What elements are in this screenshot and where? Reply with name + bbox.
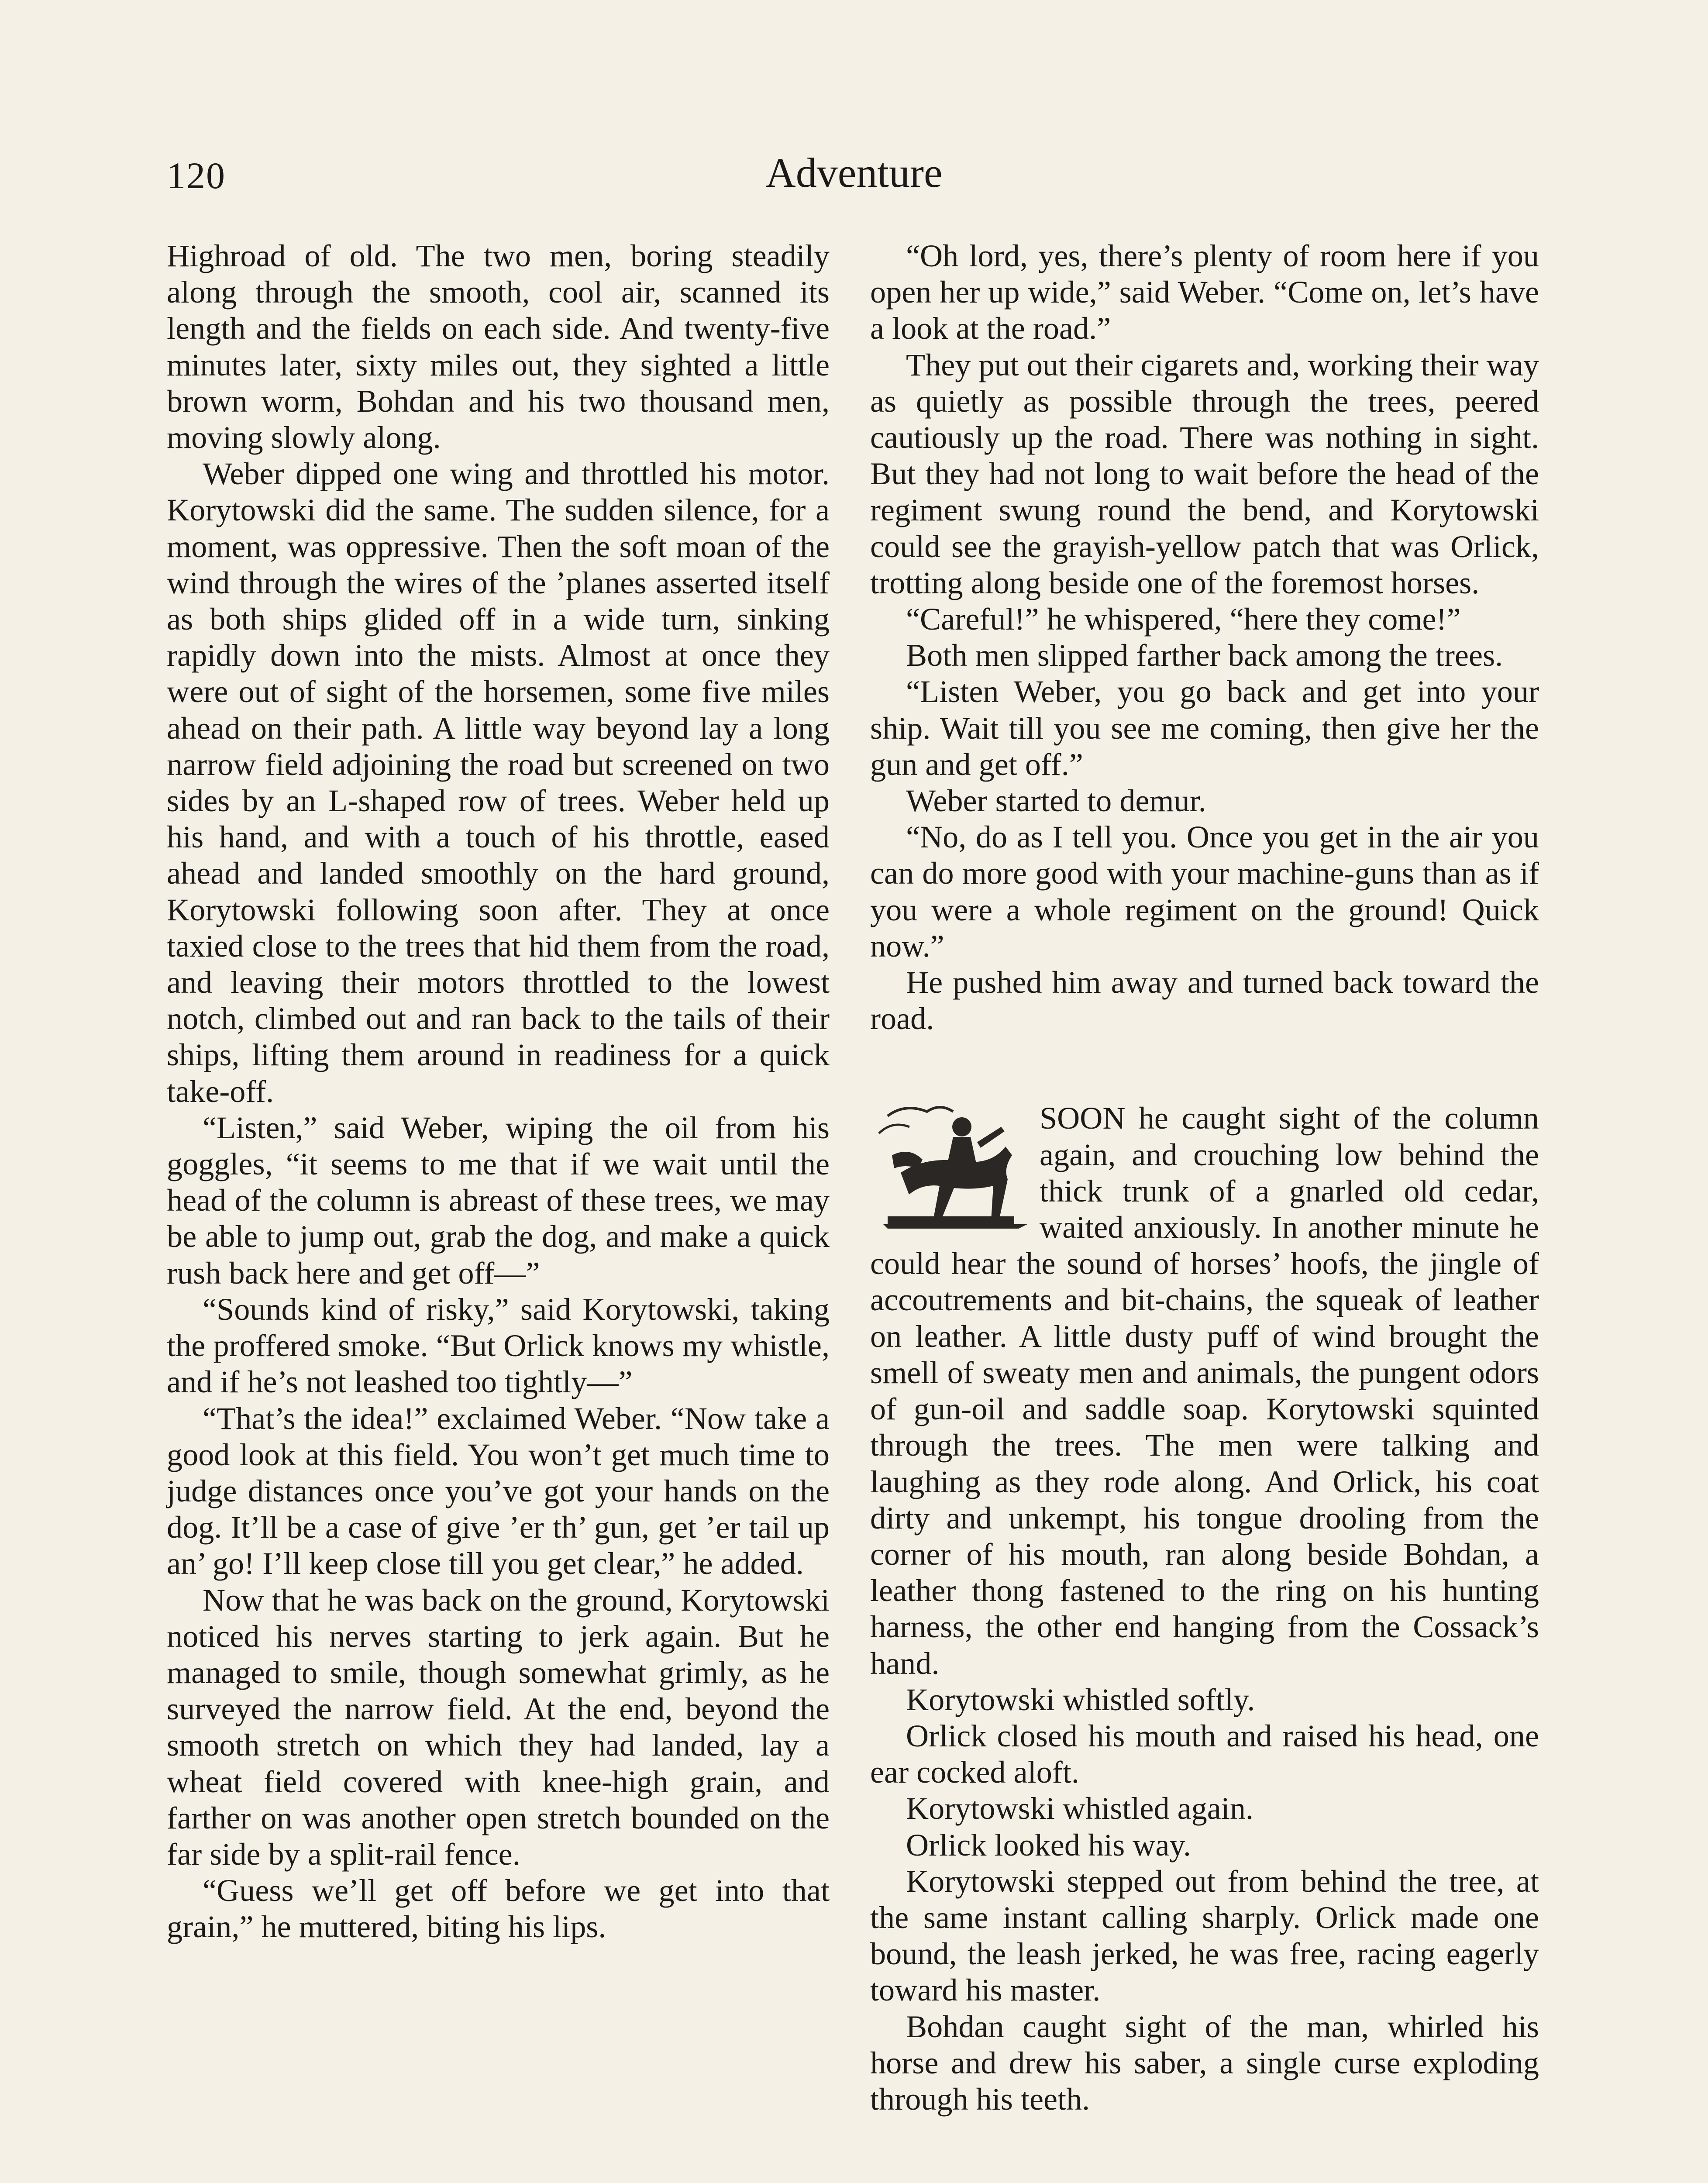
- paragraph: He pushed him away and turned back toward the road.: [870, 965, 1539, 1036]
- paragraph: Korytowski whistled softly.: [906, 1682, 1255, 1717]
- paragraph: Now that he was back on the ground, Korytowski noticed his nerves starting to jerk again. But he managed to smile, though somewhat grimly, as he surveyed the narrow field. At the end, beyond the smooth stretch on which they had landed, lay a wheat field covered with knee-high grain, and farther on was another open stretch bounded on the far side by a split-rail fence.: [167, 1582, 830, 1872]
- section-break: [870, 1037, 1539, 1100]
- paragraph: Korytowski stepped out from behind the tree, at the same instant calling sharply. Orlick made one bound, the leash jerked, he was free, racing eagerly toward his master.: [870, 1863, 1539, 2008]
- paragraph: “That’s the idea!” exclaimed Weber. “Now take a good look at this field. You won’t get much time to judge distances once you’ve got your hands on the dog. It’ll be a case of give ’er th’ gun, get ’er tail up an’ go! I’ll keep close till you get clear,” he added.: [167, 1401, 830, 1581]
- running-title: Adventure: [765, 149, 943, 196]
- paragraph: Orlick closed his mouth and raised his head, one ear cocked aloft.: [870, 1718, 1539, 1790]
- paragraph: Weber started to demur.: [906, 783, 1206, 819]
- paragraph: “Careful!” he whispered, “here they come!”: [906, 602, 1461, 637]
- paragraph: Korytowski whistled again.: [906, 1791, 1253, 1826]
- cossack-horsemen-vignette-icon: [875, 1103, 1027, 1229]
- paragraph: Weber dipped one wing and throttled his motor. Korytowski did the same. The sudden silence, for a moment, was oppressive. Then the soft moan of the wind through the wires of the ’planes asserted itself as both ships glided off in a wide turn, sinking rapidly down into the mists. Almost at once they were out of sight of the horsemen, some five miles ahead on their path. A little way beyond lay a long narrow field adjoining the road but screened on two sides by an L-shaped row of trees. Weber held up his hand, and with a touch of his throttle, eased ahead and landed smoothly on the hard ground, Korytowski following soon after. They at once taxied close to the trees that hid them from the road, and leaving their motors throttled to the lowest notch, climbed out and ran back to the tails of their ships, lifting them around in readiness for a quick take-off.: [167, 456, 830, 1109]
- paragraph: Highroad of old. The two men, boring steadily along through the smooth, cool air, scanned its length and the fields on each side. And twenty-five minutes later, sixty miles out, they sighted a little brown worm, Bohdan and his two thousand men, moving slowly along.: [167, 238, 830, 455]
- left-column: [167, 238, 830, 1945]
- paragraph: Bohdan caught sight of the man, whirled his horse and drew his saber, a single curse exploding through his teeth.: [870, 2009, 1539, 2117]
- paragraph: “No, do as I tell you. Once you get in the air you can do more good with your machine-guns than as if you were a whole regiment on the ground! Quick now.”: [870, 819, 1539, 964]
- paragraph: “Guess we’ll get off before we get into that grain,” he muttered, biting his lips.: [167, 1873, 830, 1945]
- paragraph: “Oh lord, yes, there’s plenty of room here if you open her up wide,” said Weber. “Come on, let’s have a look at the road.”: [870, 238, 1539, 346]
- paragraph: “Listen Weber, you go back and get into your ship. Wait till you see me coming, then give her the gun and get off.”: [870, 674, 1539, 782]
- paragraph: Orlick looked his way.: [906, 1827, 1191, 1863]
- right-column: [870, 238, 1539, 2118]
- page-number: 120: [167, 155, 226, 196]
- paragraph: “Listen,” said Weber, wiping the oil from his goggles, “it seems to me that if we wait until the head of the column is abreast of these trees, we may be able to jump out, grab the dog, and make a quick rush back here and get off—”: [167, 1110, 830, 1291]
- paragraph: Both men slipped farther back among the trees.: [906, 638, 1503, 673]
- paragraph: They put out their cigarets and, working their way as quietly as possible through the trees, peered cautiously up the road. There was nothing in sight. But they had not long to wait before the head of the regiment swung round the bend, and Korytowski could see the grayish-yellow patch that was Orlick, trotting along beside one of the foremost horses.: [870, 347, 1539, 600]
- paragraph: “Sounds kind of risky,” said Korytowski, taking the proffered smoke. “But Orlick knows my whistle, and if he’s not leashed too tightly—”: [167, 1291, 830, 1400]
- paragraph: SOON he caught sight of the column again, and crouching low behind the thick trunk of a gnarled old cedar, waited anxiously. In another minute he could hear the sound of horses’ hoofs, the jingle of accoutrements and bit-chains, the squeak of leather on leather. A little dusty puff of wind brought the smell of sweaty men and animals, the pungent odors of gun-oil and saddle soap. Korytowski squinted through the trees. The men were talking and laughing as they rode along. And Orlick, his coat dirty and unkempt, his tongue drooling from the corner of his mouth, ran along beside Bohdan, a leather thong fastened to the ring on his hunting harness, the other end hanging from the Cossack’s hand.: [870, 1101, 1539, 1681]
